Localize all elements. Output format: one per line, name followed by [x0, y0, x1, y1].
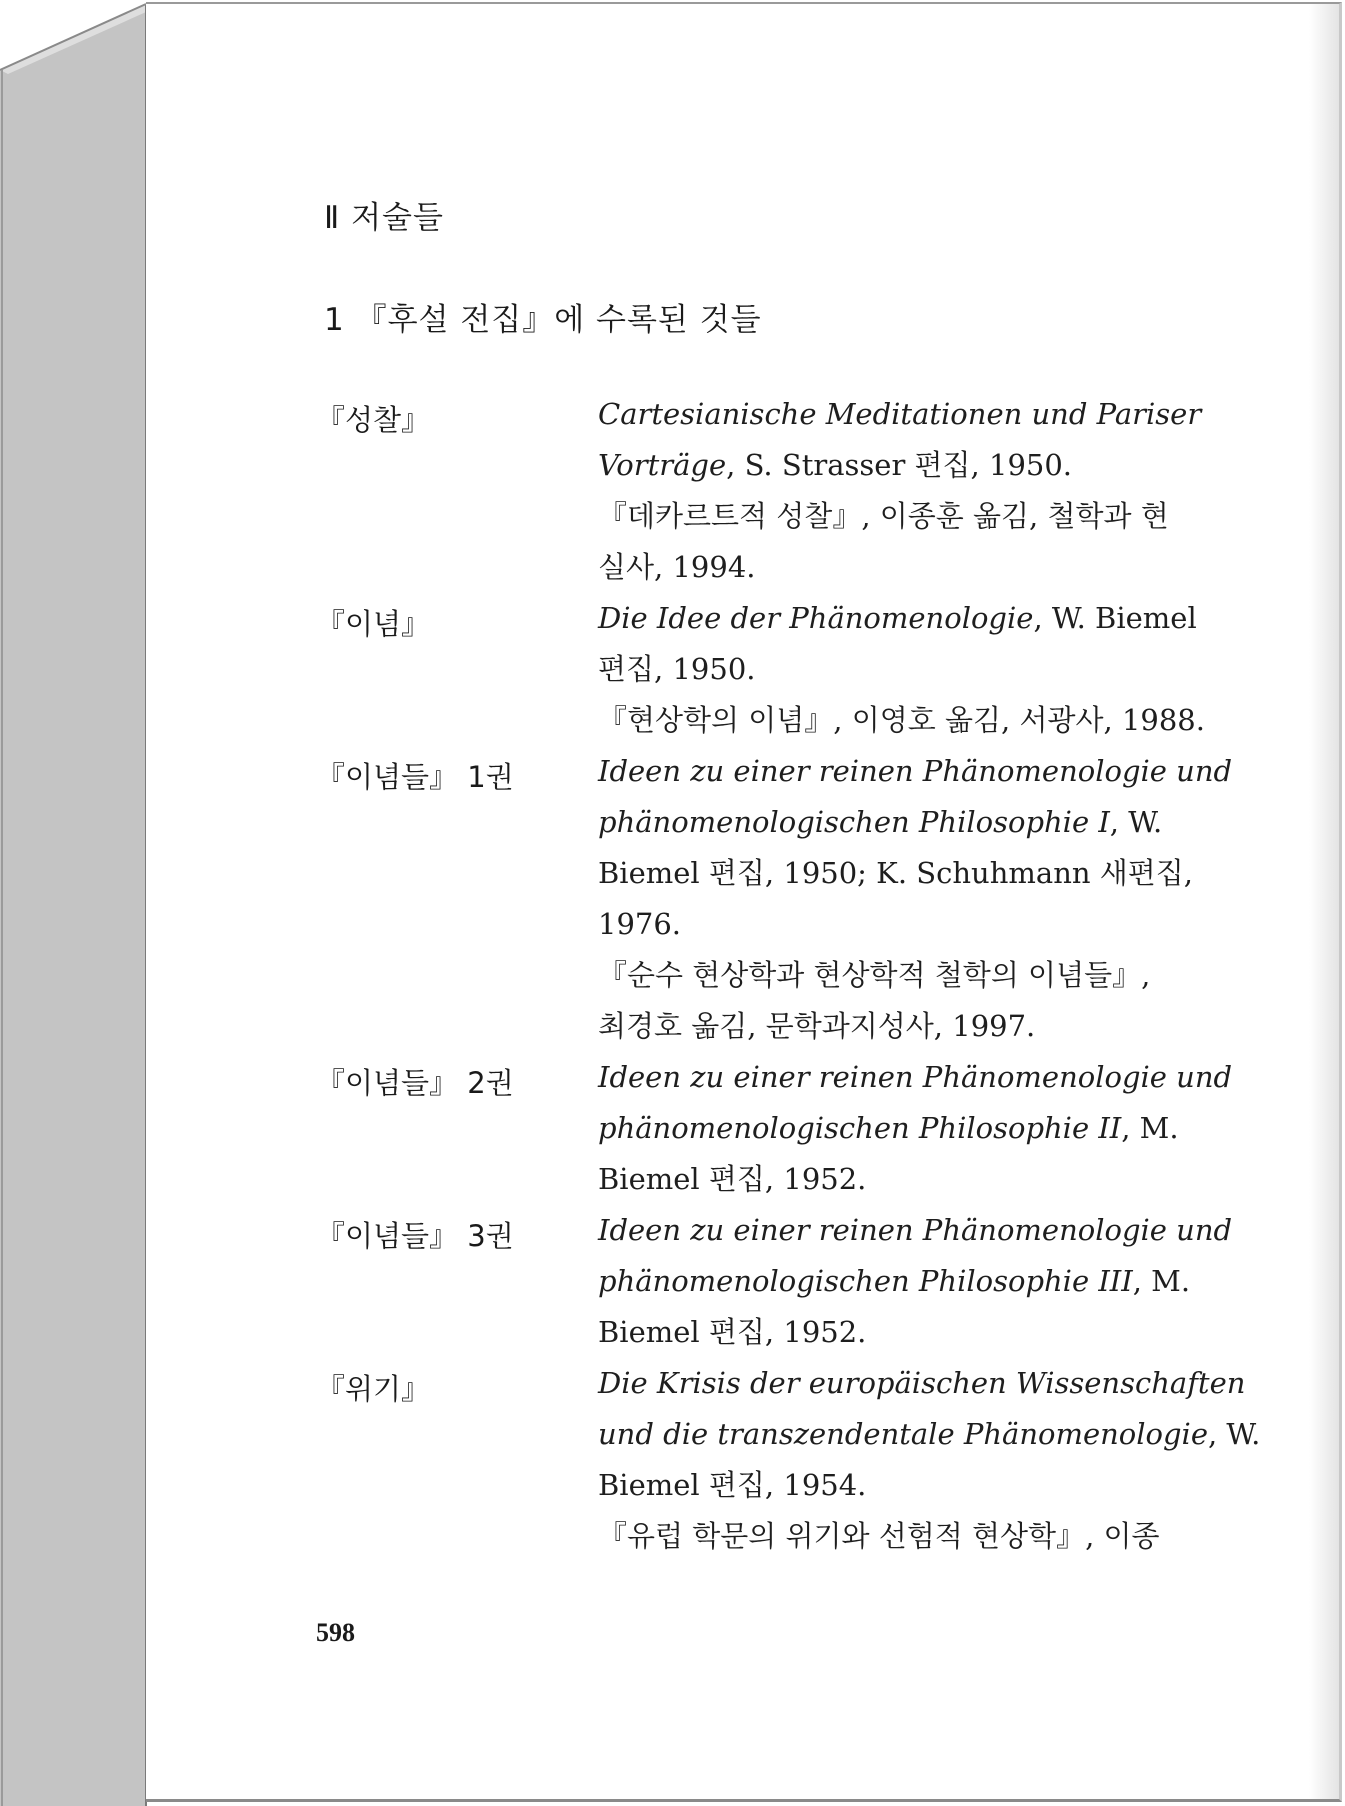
entry-line	[598, 1465, 1150, 1505]
citation-text: 최경호 옮김, 문학과지성사, 1997.	[598, 1009, 1036, 1043]
page-edge-shadow	[1309, 4, 1339, 1799]
entry-line	[598, 1516, 1160, 1556]
citation-text: Biemel 편집, 1952.	[598, 1315, 867, 1349]
entry-line	[598, 1210, 1233, 1250]
italic-title-text: Vorträge	[598, 448, 727, 482]
citation-text: Biemel 편집, 1954.	[598, 1468, 867, 1502]
entry-line	[598, 802, 1163, 842]
entry-line	[598, 547, 1150, 587]
citation-text: 편집, 1950.	[598, 652, 756, 686]
entry-line	[598, 1108, 1179, 1148]
entry-line	[598, 853, 1194, 893]
italic-title-text: phänomenologischen Philosophie II	[598, 1111, 1122, 1145]
citation-text: , W.	[1109, 805, 1163, 839]
citation-text: Biemel 편집, 1952.	[598, 1162, 867, 1196]
entry-line	[598, 904, 1150, 944]
entry-label: 『위기』	[316, 1372, 431, 1406]
citation-text: 『유럽 학문의 위기와 선험적 현상학』, 이종	[598, 1519, 1160, 1553]
entry-line	[598, 1159, 1150, 1199]
entry-line	[598, 496, 1169, 536]
section-title: 1 『후설 전집』에 수록된 것들	[324, 302, 762, 338]
citation-text: , M.	[1121, 1111, 1179, 1145]
italic-title-text: Die Krisis der europäischen Wissenschaften	[598, 1366, 1246, 1400]
entry-line	[598, 700, 1205, 740]
entry-line	[598, 1006, 1150, 1046]
citation-text: , W.	[1208, 1417, 1261, 1451]
entry-line	[598, 649, 1150, 689]
entry-line	[598, 598, 1197, 638]
italic-title-text: Cartesianische Meditationen und Pariser	[598, 397, 1202, 431]
entry-line	[598, 1414, 1261, 1454]
entry-label: 『이념』	[316, 607, 431, 641]
citation-text: 1976.	[598, 907, 682, 941]
italic-title-text: Ideen zu einer reinen Phänomenologie und	[598, 754, 1233, 788]
entry-line	[598, 955, 1150, 995]
citation-text: 『현상학의 이념』, 이영호 옮김, 서광사, 1988.	[598, 703, 1205, 737]
entry-line	[598, 1363, 1246, 1403]
italic-title-text: Die Idee der Phänomenologie	[598, 601, 1034, 635]
italic-title-text: phänomenologischen Philosophie I	[598, 805, 1110, 839]
entry-line	[598, 1261, 1191, 1301]
citation-text: 『데카르트적 성찰』, 이종훈 옮김, 철학과 현	[598, 499, 1169, 533]
entry-label: 『이념들』 1권	[316, 760, 514, 794]
italic-title-text: phänomenologischen Philosophie III	[598, 1264, 1133, 1298]
entry-line	[598, 1312, 1150, 1352]
entry-line	[598, 1057, 1233, 1097]
citation-text: 『순수 현상학과 현상학적 철학의 이념들』,	[598, 958, 1151, 992]
entry-line	[598, 394, 1202, 434]
entry-label: 『이념들』 3권	[316, 1219, 514, 1253]
citation-text: , S. Strasser 편집, 1950.	[726, 448, 1073, 482]
entry-label: 『성찰』	[316, 403, 431, 437]
citation-text: 실사, 1994.	[598, 550, 756, 584]
italic-title-text: und die transzendentale Phänomenologie	[598, 1417, 1208, 1451]
entry-line	[598, 751, 1233, 791]
italic-title-text: Ideen zu einer reinen Phänomenologie und	[598, 1060, 1233, 1094]
citation-text: , M.	[1132, 1264, 1191, 1298]
entry-label: 『이념들』 2권	[316, 1066, 514, 1100]
citation-text: Biemel 편집, 1950; K. Schuhmann 새편집,	[598, 856, 1194, 890]
book-page	[146, 2, 1342, 1802]
entry-line	[598, 445, 1150, 485]
citation-text: , W. Biemel	[1033, 601, 1197, 635]
italic-title-text: Ideen zu einer reinen Phänomenologie und	[598, 1213, 1233, 1247]
page-number: 598	[316, 1618, 355, 1647]
chapter-title: Ⅱ 저술들	[324, 200, 444, 236]
book-spine	[0, 0, 150, 1806]
